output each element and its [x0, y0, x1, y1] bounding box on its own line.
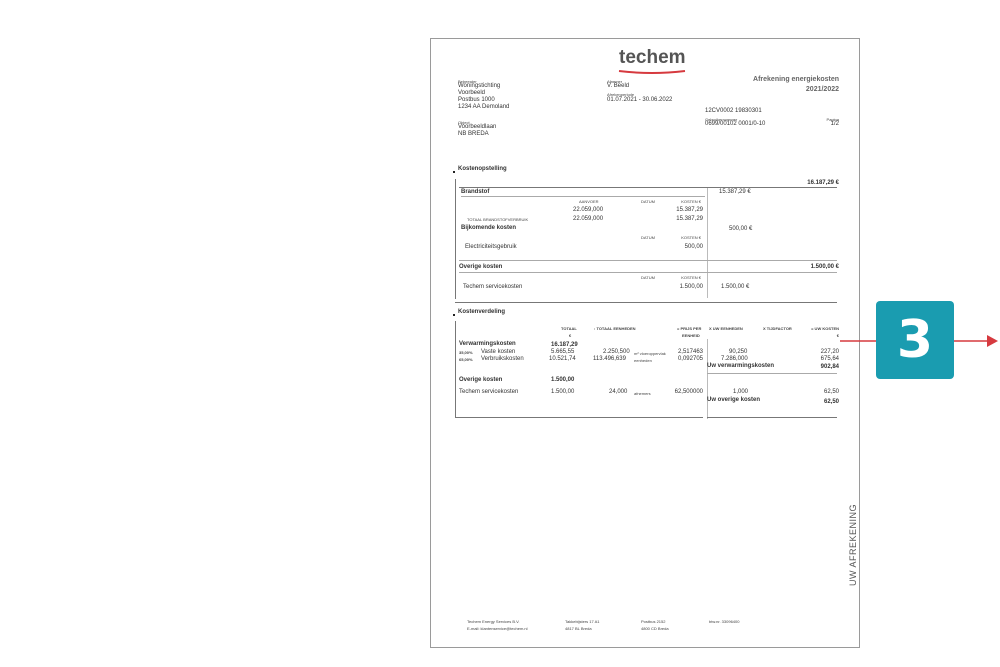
vast-uw-eenheden: 90,250 [729, 349, 748, 355]
footer-company: Techem Energy Services B.V. [467, 619, 520, 624]
uw-overige: 62,50 [823, 399, 839, 405]
col-kosten: KOSTEN € [681, 199, 701, 204]
row-kosten: 15.387,29 [676, 207, 703, 213]
object-label: Object [458, 120, 470, 125]
overige-total: 1.500,00 € [810, 264, 839, 270]
col-totaal: TOTAAL [561, 326, 577, 331]
totaal-aanvoer: 22.059,000 [573, 216, 604, 222]
side-label: UW AFREKENING [848, 503, 858, 586]
section-bullet-icon [453, 171, 455, 173]
vast-unit: m² vloeroppervlak [634, 351, 666, 356]
section-bullet-icon [453, 314, 455, 316]
object-line: NB BREDA [458, 131, 489, 137]
periode-value: 01.07.2021 - 30.06.2022 [607, 97, 673, 103]
footer-btw: btw.nr. 33096400 [709, 619, 740, 624]
verbruik-uw-eenheden: 7.286,000 [721, 356, 748, 362]
elec-label: Electriciteitsgebruik [465, 244, 517, 250]
totaal-kosten: 15.387,29 [676, 216, 703, 222]
col-uw-kosten: = UW KOSTEN [811, 326, 839, 331]
kostenverdeling-title: Kostenverdeling [458, 309, 506, 315]
afnemer-name: V. Beeld [607, 83, 630, 89]
vast-label: Vaste kosten [481, 349, 516, 355]
brandstof-label: Brandstof [461, 189, 490, 195]
overige-label: Overige kosten [459, 264, 503, 270]
bijkomende-amount: 500,00 € [729, 226, 753, 232]
pagina-label: Pagina [826, 117, 839, 122]
footer-city: 4817 BL Breda [565, 626, 592, 631]
verbruik-uw-kosten: 675,64 [820, 356, 839, 362]
uw-verwarming: 902,84 [820, 364, 839, 370]
service-uw-kosten: 62,50 [823, 389, 839, 395]
verbruik-unit: eenheden [634, 358, 652, 363]
verbruik-label: Verbruikskosten [481, 356, 524, 362]
footer-street: Takkebijsters 17 A1 [565, 619, 600, 624]
column-divider [707, 339, 708, 419]
divider [455, 417, 703, 418]
periode-label: Afrekenperiode [607, 92, 635, 97]
invoice-document [430, 38, 860, 648]
vast-eenheden: 2.250,500 [603, 349, 630, 355]
col-datum: DATUM [641, 235, 655, 240]
col-uw-kosten-unit: € [836, 333, 839, 338]
overige-label: Overige kosten [459, 377, 503, 383]
vast-pct: 35,00% [459, 350, 473, 355]
footer-postcity: 4800 CD Breda [641, 626, 669, 631]
bijkomende-label: Bijkomende kosten [461, 225, 517, 231]
col-aanvoer: AANVOER [579, 199, 599, 204]
brandstof-amount: 15.387,29 € [719, 189, 751, 195]
service-uw-eenheden: 1,000 [733, 389, 749, 395]
verbruik-eenheden: 113.496,639 [593, 356, 626, 362]
document-title: Afrekening energiekosten [753, 76, 839, 83]
klantnummer-value: 0699/00102 0001/0-10 [705, 121, 766, 127]
col-prijs-2: EENHEID [682, 333, 700, 338]
logo-swoosh-icon [617, 69, 687, 75]
uw-overige-label: Uw overige kosten [707, 397, 761, 403]
service-prijs: 62,500000 [674, 389, 703, 395]
col-totaal-unit: € [569, 333, 572, 338]
divider [455, 302, 837, 303]
col-kosten: KOSTEN € [681, 275, 701, 280]
service-kosten: 1.500,00 [679, 284, 703, 290]
col-tijdfactor: X TIJDFACTOR [763, 326, 792, 331]
vast-prijs: 2,517463 [677, 349, 703, 355]
service-totaal: 1.500,00 [551, 389, 575, 395]
divider [461, 196, 705, 197]
divider [707, 373, 837, 374]
service-label: Techem servicekosten [463, 284, 523, 290]
totaal-label: TOTAAL BRANDSTOFVERBRUIK [467, 217, 529, 222]
col-eenheden: : TOTAAL EENHEDEN [594, 326, 636, 331]
elec-kosten: 500,00 [684, 244, 703, 250]
footer-email: E-mail: klantenservice@techem.nl [467, 626, 528, 631]
beheerder-line: Woningstichting [458, 83, 501, 89]
verwarming-label: Verwarmingskosten [459, 341, 516, 347]
verwarming-totaal: 16.187,29 [551, 342, 578, 348]
divider [707, 417, 837, 418]
col-prijs: = PRIJS PER [677, 326, 702, 331]
divider [459, 272, 837, 273]
kostenopstelling-title: Kostenopstelling [458, 166, 507, 172]
techem-logo: techem [619, 47, 686, 68]
beheerder-line: Postbus 1000 [458, 97, 495, 103]
section-rule [455, 321, 456, 417]
object-line: Voorbeeldlaan [458, 124, 497, 130]
overige-totaal: 1.500,00 [551, 377, 575, 383]
footer-postbus: Postbus 2152 [641, 619, 666, 624]
beheerder-line: 1234 AA Demoland [458, 104, 510, 110]
section-rule [455, 179, 456, 299]
col-datum: DATUM [641, 275, 655, 280]
service-amount: 1.500,00 € [721, 284, 750, 290]
verbruik-pct: 65,00% [459, 357, 473, 362]
klantnummer-label: Gebruikernummer [705, 117, 738, 122]
uw-verwarming-label: Uw verwarmingskosten [707, 363, 775, 369]
afnemer-label: Afnemer [607, 79, 623, 84]
document-year: 2021/2022 [805, 86, 839, 93]
service-label: Techem servicekosten [459, 389, 519, 395]
vast-totaal: 5.665,55 [551, 349, 575, 355]
beheerder-label: Beheerder [458, 79, 477, 84]
divider [459, 187, 837, 188]
col-kosten: KOSTEN € [681, 235, 701, 240]
verbruik-totaal: 10.521,74 [549, 356, 576, 362]
step-badge: 3 [876, 301, 954, 379]
row-aanvoer: 22.059,000 [573, 207, 604, 213]
pagina-value: 1/2 [830, 121, 839, 127]
column-divider [707, 188, 708, 298]
object-codes: 12CV0002 19830301 [705, 108, 762, 114]
beheerder-line: Voorbeeld [458, 90, 486, 96]
verbruik-prijs: 0,092705 [677, 356, 703, 362]
col-uw-eenheden: X UW EENHEDEN [709, 326, 743, 331]
kostenopstelling-total: 16.187,29 € [807, 180, 839, 186]
service-unit: afnemers [634, 391, 651, 396]
divider [459, 260, 837, 261]
vast-uw-kosten: 227,20 [820, 349, 839, 355]
service-eenheden: 24,000 [609, 389, 628, 395]
col-datum: DATUM [641, 199, 655, 204]
